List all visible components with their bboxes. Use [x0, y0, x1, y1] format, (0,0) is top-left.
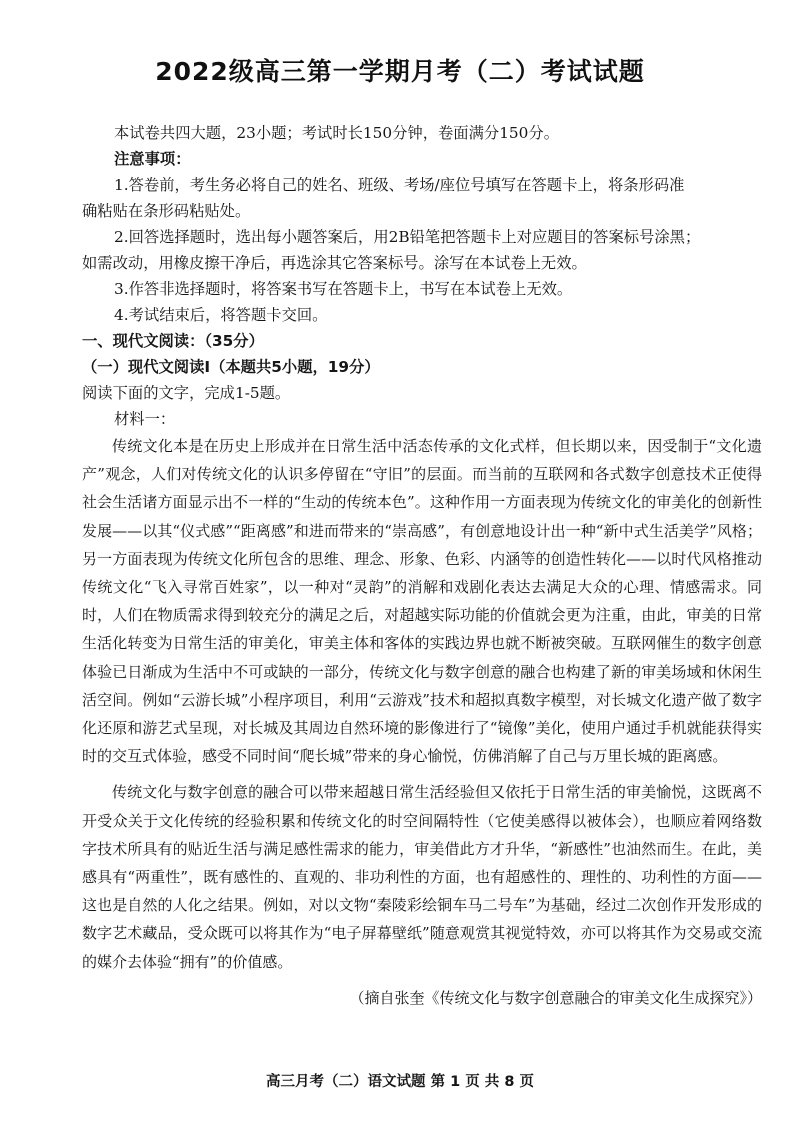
section-heading: 一、现代文阅读：（35分） [82, 332, 264, 350]
notice-line: 如需改动，用橡皮擦干净后，再选涂其它答案标号。涂写在本试卷上无效。 [82, 254, 587, 272]
material-label: 材料一： [114, 410, 176, 428]
exam-title: 2022级高三第一学期月考（二）考试试题 [155, 57, 645, 86]
page-content [82, 120, 762, 1012]
notice-heading: 注意事项： [114, 150, 191, 168]
notice-line: 4.考试结束后，将答题卡交回。 [114, 306, 328, 324]
notice-line: 确粘贴在条形码粘贴处。 [82, 202, 251, 220]
notice-line: 3.作答非选择题时，将答案书写在答题卡上，书写在本试卷上无效。 [114, 280, 573, 298]
exam-overview: 本试卷共四大题，23小题；考试时长150分钟，卷面满分150分。 [114, 124, 559, 142]
section-subheading: （一）现代文阅读Ⅰ（本题共5小题，19分） [82, 358, 380, 376]
passage-source: （摘自张奎《传统文化与数字创意融合的审美文化生成探究》） [349, 988, 762, 1007]
page-footer: 高三月考（二）语文试题 第 1 页 共 8 页 [266, 1074, 534, 1090]
notice-line: 2.回答选择题时，选出每小题答案后，用2B铅笔把答题卡上对应题目的答案标号涂黑； [114, 228, 701, 246]
notice-line: 1.答卷前，考生务必将自己的姓名、班级、考场/座位号填写在答题卡上，将条形码准 [114, 176, 685, 194]
reading-instruction: 阅读下面的文字，完成1-5题。 [82, 384, 291, 402]
passage-paragraph-1: 传统文化本是在历史上形成并在日常生活中活态传承的文化式样，但长期以来，因受制于“文化遗产”观念，人们对传统文化的认识多停留在“守旧”的层面。而当前的互联网和各式数字创意技术正使得社会生活诸方面显示出不一样的“生动的传统本色”。这种作用一方面表现为传统文化的审美化的创新性发展——以其“仪式感”“距离感”和进而带来的“崇高感”，有创意地设计出一种“新中式生活美学”风格；另一方面表现为传统文化所包含的思维、理念、形象、色彩、内涵等的创造性转化——以时代风格推动传统文化“飞入寻常百姓家”，以一种对“灵韵”的消解和戏剧化表达去满足大众的心理、情感需求。同时，人们在物质需求得到较充分的满足之后，对超越实际功能的价值就会更为注重，由此，审美的日常生活化转变为日常生活的审美化，审美主体和客体的实践边界也就不断被突破。互联网催生的数字创意体验已日渐成为生活中不可或缺的一部分，传统文化与数字创意的融合也构建了新的审美场域和休闲生活空间。例如“云游长城”小程序项目，利用“云游戏”技术和超拟真数字模型，对长城文化遗产做了数字化还原和游艺式呈现，对长城及其周边自然环境的影像进行了“镜像”美化，使用户通过手机就能获得实时的交互式体验，感受不同时间“爬长城”带来的身心愉悦，仿佛消解了自己与万里长城的距离感。 [82, 437, 762, 766]
passage-paragraph-2: 传统文化与数字创意的融合可以带来超越日常生活经验但又依托于日常生活的审美愉悦，这既离不开受众关于文化传统的经验积累和传统文化的时空间隔特性（它使美感得以被体会），也顺应着网络数字技术所具有的贴近生活与满足感性需求的能力，审美借此方才升华，“新感性”也油然而生。在此，美感具有“两重性”，既有感性的、直观的、非功利性的方面，也有超感性的、理性的、功利性的方面——这也是自然的人化之结果。例如，对以文物“秦陵彩绘铜车马二号车”为基础，经过二次创作开发形成的数字艺术藏品，受众既可以将其作为“电子屏幕壁纸”随意观赏其视觉特效，亦可以将其作为交易或交流的媒介去体验“拥有”的价值感。 [82, 783, 762, 971]
